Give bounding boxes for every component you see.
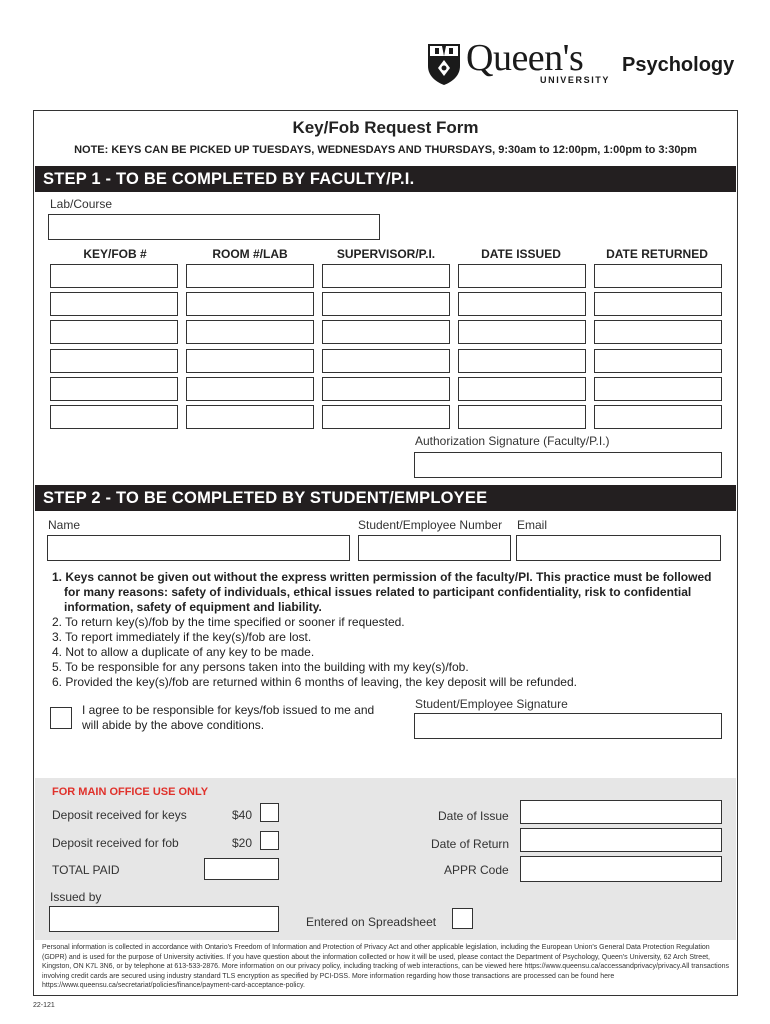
term-1: 1. Keys cannot be given out without the express written permission of the faculty/PI. This practice must be followed for many reasons: safety of individuals, ethical issues related to participant confidentiality, risk to confidential information, safety of equipment and liability. — [52, 570, 712, 614]
key-table-cell[interactable] — [50, 292, 178, 316]
pickup-note: NOTE: KEYS CAN BE PICKED UP TUESDAYS, WEDNESDAYS AND THURSDAYS, 9:30am to 12:00pm, 1:00pm to 3:30pm — [74, 144, 697, 156]
deposit-fob-label: Deposit received for fob — [52, 836, 179, 850]
form-code: 22-121 — [33, 1002, 55, 1009]
deposit-keys-checkbox[interactable] — [260, 803, 279, 822]
col-key-fob: KEY/FOB # — [83, 247, 147, 261]
key-table-cell[interactable] — [50, 320, 178, 344]
key-table-cell[interactable] — [322, 264, 450, 288]
lab-course-input[interactable] — [48, 214, 380, 240]
key-table-cell[interactable] — [186, 320, 314, 344]
col-date-issued: DATE ISSUED — [481, 247, 561, 261]
total-paid-label: TOTAL PAID — [52, 863, 120, 877]
step1-heading: STEP 1 - TO BE COMPLETED BY FACULTY/P.I. — [35, 166, 736, 192]
key-table-cell[interactable] — [458, 320, 586, 344]
key-table-cell[interactable] — [186, 292, 314, 316]
key-table-cell[interactable] — [322, 320, 450, 344]
key-table-cell[interactable] — [322, 405, 450, 429]
appr-code-label: APPR Code — [444, 863, 509, 877]
step2-heading: STEP 2 - TO BE COMPLETED BY STUDENT/EMPLOYEE — [35, 485, 736, 511]
date-issue-label: Date of Issue — [438, 809, 509, 823]
col-date-returned: DATE RETURNED — [606, 247, 708, 261]
key-table-cell[interactable] — [458, 349, 586, 373]
deposit-fob-amount: $20 — [232, 836, 253, 850]
term-6: 6. Provided the key(s)/fob are returned within 6 months of leaving, the key deposit will be refunded. — [52, 675, 577, 689]
auth-signature-label: Authorization Signature (Faculty/P.I.) — [415, 434, 610, 448]
spreadsheet-checkbox[interactable] — [452, 908, 473, 929]
date-issue-input[interactable] — [520, 800, 722, 824]
number-label: Student/Employee Number — [358, 518, 503, 532]
agree-text: I agree to be responsible for keys/fob issued to me and will abide by the above conditions. — [82, 703, 375, 732]
issued-by-label: Issued by — [50, 890, 102, 904]
col-supervisor: SUPERVISOR/P.I. — [336, 247, 436, 261]
issued-by-input[interactable] — [49, 906, 279, 932]
key-table-cell[interactable] — [322, 349, 450, 373]
email-input[interactable] — [516, 535, 721, 561]
crest-icon — [426, 42, 462, 86]
name-input[interactable] — [47, 535, 350, 561]
department-name: Psychology — [622, 54, 735, 76]
auth-signature-input[interactable] — [414, 452, 722, 478]
student-signature-label: Student/Employee Signature — [415, 697, 568, 711]
lab-course-label: Lab/Course — [50, 197, 113, 211]
form-title: Key/Fob Request Form — [292, 118, 479, 137]
deposit-fob-checkbox[interactable] — [260, 831, 279, 850]
key-table-cell[interactable] — [322, 377, 450, 401]
name-label: Name — [48, 518, 81, 532]
key-table-cell[interactable] — [594, 349, 722, 373]
term-4: 4. Not to allow a duplicate of any key to be made. — [52, 645, 315, 659]
key-table-cell[interactable] — [594, 264, 722, 288]
term-5: 5. To be responsible for any persons taken into the building with my key(s)/fob. — [52, 660, 469, 674]
key-table-cell[interactable] — [322, 292, 450, 316]
date-return-input[interactable] — [520, 828, 722, 852]
key-table-cell[interactable] — [186, 377, 314, 401]
key-table-cell[interactable] — [50, 349, 178, 373]
key-table-cell[interactable] — [186, 349, 314, 373]
key-table-cell[interactable] — [594, 320, 722, 344]
office-heading: FOR MAIN OFFICE USE ONLY — [52, 786, 209, 798]
key-table-cell[interactable] — [50, 405, 178, 429]
spreadsheet-label: Entered on Spreadsheet — [306, 915, 437, 929]
term-3: 3. To report immediately if the key(s)/fob are lost. — [52, 630, 312, 644]
student-number-input[interactable] — [358, 535, 511, 561]
key-table-cell[interactable] — [186, 264, 314, 288]
university-name: Queen's — [466, 37, 584, 79]
agree-checkbox[interactable] — [50, 707, 72, 729]
key-table-cell[interactable] — [594, 292, 722, 316]
deposit-keys-label: Deposit received for keys — [52, 808, 187, 822]
key-table-cell[interactable] — [458, 292, 586, 316]
key-table-cell[interactable] — [594, 405, 722, 429]
email-label: Email — [517, 518, 548, 532]
key-table-cell[interactable] — [50, 264, 178, 288]
key-table-cell[interactable] — [594, 377, 722, 401]
terms-list — [52, 570, 720, 690]
key-table-cell[interactable] — [458, 377, 586, 401]
term-2: 2. To return key(s)/fob by the time specified or sooner if requested. — [52, 615, 405, 629]
appr-code-input[interactable] — [520, 856, 722, 882]
total-paid-input[interactable] — [204, 858, 279, 880]
key-table-cell[interactable] — [458, 264, 586, 288]
student-signature-input[interactable] — [414, 713, 722, 739]
university-subtitle: UNIVERSITY — [540, 75, 611, 85]
key-table-cell[interactable] — [458, 405, 586, 429]
key-table-cell[interactable] — [186, 405, 314, 429]
col-room-lab: ROOM #/LAB — [212, 247, 288, 261]
key-table-cell[interactable] — [50, 377, 178, 401]
deposit-keys-amount: $40 — [232, 808, 253, 822]
date-return-label: Date of Return — [431, 837, 510, 851]
privacy-notice: Personal information is collected in accordance with Ontario's Freedom of Information and Protection of Privacy Act and other applicable legislation, including the European Union's General Data Protection Regulation (GDPR) and is used for the purpose of University activities. If you have question about the information collected or how it will be used, please contact the Department of Psychology, Queen's University, 62 Arch Street, Kingston, ON K7L 3N6, or by telephone at 613-533-2876. More information on our privacy policy, including tracking of web interactions, can be viewed here https://www.queensu.ca/accessandprivacy/privacy.All transactions involving credit cards are secured using industry standard TLS encryption as specified by PCI-DSS. More information regarding how those transactions are processed can be found here https://www.queensu.ca/secretariat/policies/finance/payment-card-acceptance-policy. — [42, 944, 730, 990]
university-logo — [426, 37, 746, 90]
